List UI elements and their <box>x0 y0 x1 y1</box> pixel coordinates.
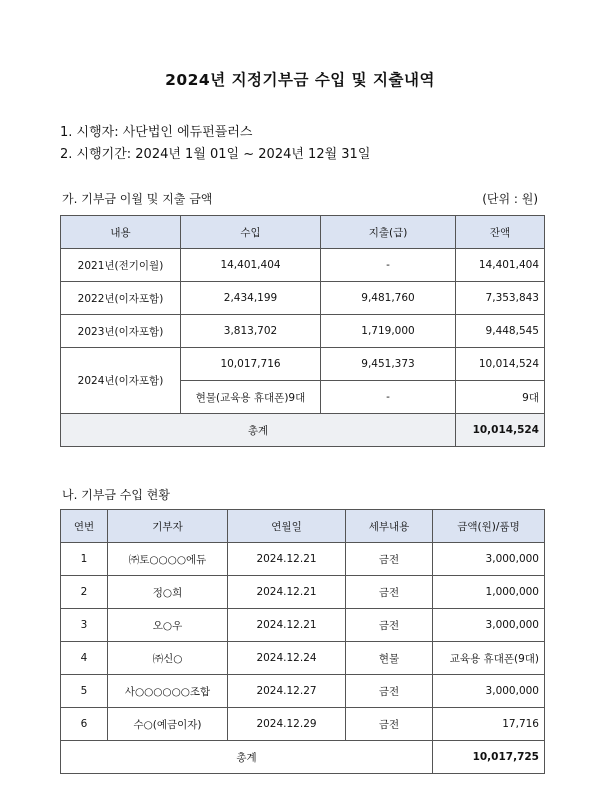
row-label: 2024년(이자포함) <box>61 348 181 414</box>
expense-cell: - <box>321 381 456 414</box>
income-cell: 14,401,404 <box>181 249 321 282</box>
executor-line: 1. 시행자: 사단법인 에듀펀플러스 <box>60 125 253 140</box>
total-row <box>61 414 545 447</box>
total-row <box>61 741 545 774</box>
table-row <box>61 543 545 576</box>
expense-cell: 1,719,000 <box>321 315 456 348</box>
total-value: 10,017,725 <box>433 741 545 774</box>
header-cell: 연번 <box>61 510 108 543</box>
table-row <box>61 576 545 609</box>
amount-cell: 교육용 휴대폰(9대) <box>433 642 545 675</box>
income-cell: 2,434,199 <box>181 282 321 315</box>
donor-cell: ㈜신○ <box>108 642 228 675</box>
header-cell: 지출(급) <box>321 216 456 249</box>
total-value: 10,014,524 <box>456 414 545 447</box>
header-cell: 내용 <box>61 216 181 249</box>
amount-cell: 17,716 <box>433 708 545 741</box>
table-row <box>61 249 545 282</box>
type-cell: 금전 <box>346 576 433 609</box>
donor-cell: 사○○○○○○조합 <box>108 675 228 708</box>
amount-cell: 1,000,000 <box>433 576 545 609</box>
total-label: 총계 <box>61 414 456 447</box>
total-label: 총계 <box>61 741 433 774</box>
type-cell: 금전 <box>346 543 433 576</box>
table-header-row <box>61 510 545 543</box>
donor-cell: 수○(예금이자) <box>108 708 228 741</box>
income-cell: 현물(교육용 휴대폰)9대 <box>181 381 321 414</box>
header-cell: 금액(원)/품명 <box>433 510 545 543</box>
table-row <box>61 642 545 675</box>
amount-cell: 3,000,000 <box>433 543 545 576</box>
carryover-expense-table <box>60 215 545 447</box>
table-row <box>61 708 545 741</box>
date-cell: 2024.12.21 <box>228 609 346 642</box>
date-cell: 2024.12.21 <box>228 576 346 609</box>
income-cell: 10,017,716 <box>181 348 321 381</box>
page-title: 2024년 지정기부금 수입 및 지출내역 <box>165 71 435 89</box>
date-cell: 2024.12.24 <box>228 642 346 675</box>
type-cell: 현물 <box>346 642 433 675</box>
row-number: 3 <box>61 609 108 642</box>
amount-cell: 3,000,000 <box>433 609 545 642</box>
row-number: 2 <box>61 576 108 609</box>
date-cell: 2024.12.27 <box>228 675 346 708</box>
income-cell: 3,813,702 <box>181 315 321 348</box>
header-cell: 세부내용 <box>346 510 433 543</box>
donor-cell: ㈜토○○○○에듀 <box>108 543 228 576</box>
donor-cell: 정○희 <box>108 576 228 609</box>
row-number: 4 <box>61 642 108 675</box>
table-row <box>61 282 545 315</box>
table-row <box>61 315 545 348</box>
header-cell: 수입 <box>181 216 321 249</box>
section-b-title: 나. 기부금 수입 현황 <box>62 488 170 502</box>
table-row <box>61 675 545 708</box>
balance-cell: 9,448,545 <box>456 315 545 348</box>
row-number: 5 <box>61 675 108 708</box>
table-header-row <box>61 216 545 249</box>
date-cell: 2024.12.29 <box>228 708 346 741</box>
row-label: 2021년(전기이월) <box>61 249 181 282</box>
header-cell: 연월일 <box>228 510 346 543</box>
row-label: 2023년(이자포함) <box>61 315 181 348</box>
expense-cell: 9,481,760 <box>321 282 456 315</box>
donor-cell: 오○우 <box>108 609 228 642</box>
row-number: 1 <box>61 543 108 576</box>
amount-cell: 3,000,000 <box>433 675 545 708</box>
type-cell: 금전 <box>346 708 433 741</box>
type-cell: 금전 <box>346 609 433 642</box>
section-b-header <box>62 486 540 503</box>
section-a-header <box>62 190 540 207</box>
expense-cell: - <box>321 249 456 282</box>
balance-cell: 7,353,843 <box>456 282 545 315</box>
section-a-title: 가. 기부금 이월 및 지출 금액 <box>62 192 213 206</box>
row-label: 2022년(이자포함) <box>61 282 181 315</box>
period-line: 2. 시행기간: 2024년 1월 01일 ~ 2024년 12월 31일 <box>60 147 371 162</box>
header-cell: 기부자 <box>108 510 228 543</box>
balance-cell: 14,401,404 <box>456 249 545 282</box>
expense-cell: 9,451,373 <box>321 348 456 381</box>
table-row <box>61 609 545 642</box>
header-cell: 잔액 <box>456 216 545 249</box>
date-cell: 2024.12.21 <box>228 543 346 576</box>
type-cell: 금전 <box>346 675 433 708</box>
row-number: 6 <box>61 708 108 741</box>
balance-cell: 10,014,524 <box>456 348 545 381</box>
table-row <box>61 348 545 381</box>
balance-cell: 9대 <box>456 381 545 414</box>
donation-income-table <box>60 509 545 774</box>
unit-label: (단위 : 원) <box>482 192 538 206</box>
